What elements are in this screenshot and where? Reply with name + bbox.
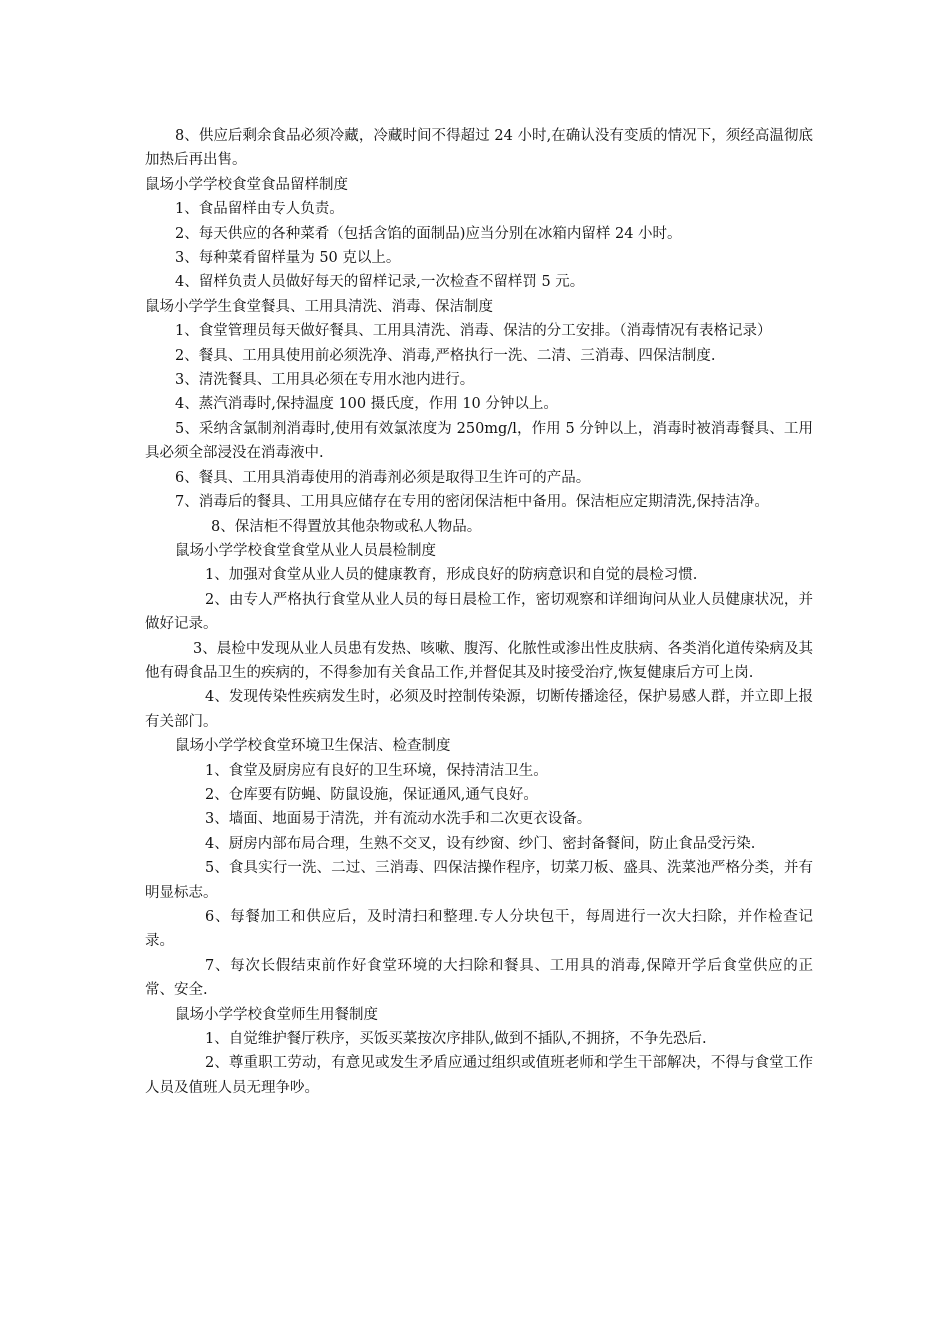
paragraph: 3、每种菜肴留样量为 50 克以上。 xyxy=(175,250,401,267)
paragraph: 4、留样负责人员做好每天的留样记录,一次检查不留样罚 5 元。 xyxy=(175,274,585,291)
paragraph: 3、墙面、地面易于清洗，并有流动水洗手和二次更衣设备。 xyxy=(205,811,592,828)
paragraph: 1、食品留样由专人负责。 xyxy=(175,201,344,218)
paragraph: 8、供应后剩余食品必须冷藏，冷藏时间不得超过 24 小时,在确认没有变质的情况下，须经高温彻底加热后再出售。 xyxy=(145,128,813,169)
paragraph: 1、食堂管理员每天做好餐具、工用具清洗、消毒、保洁的分工安排。（消毒情况有表格记录） xyxy=(175,323,772,340)
section-title: 鼠场小学学校食堂食堂从业人员晨检制度 xyxy=(175,542,436,559)
paragraph: 1、食堂及厨房应有良好的卫生环境，保持清洁卫生。 xyxy=(205,762,548,779)
section-title: 鼠场小学学生食堂餐具、工用具清洗、消毒、保洁制度 xyxy=(145,298,493,315)
paragraph: 1、加强对食堂从业人员的健康教育，形成良好的防病意识和自觉的晨检习惯. xyxy=(205,567,698,584)
paragraph: 6、每餐加工和供应后，及时清扫和整理.专人分块包干，每周进行一次大扫除，并作检查记录。 xyxy=(145,909,813,950)
paragraph: 3、清洗餐具、工用具必须在专用水池内进行。 xyxy=(175,372,475,389)
section-title: 鼠场小学学校食堂师生用餐制度 xyxy=(175,1006,378,1023)
paragraph: 1、自觉维护餐厅秩序，买饭买菜按次序排队,做到不插队,不拥挤，不争先恐后. xyxy=(205,1031,707,1048)
paragraph: 7、消毒后的餐具、工用具应储存在专用的密闭保洁柜中备用。保洁柜应定期清洗,保持洁净。 xyxy=(175,494,769,511)
paragraph: 5、采纳含氯制剂消毒时,使用有效氯浓度为 250mg/l，作用 5 分钟以上，消毒时被消毒餐具、工用具必须全部浸没在消毒液中. xyxy=(145,420,813,462)
paragraph: 4、蒸汽消毒时,保持温度 100 摄氏度，作用 10 分钟以上。 xyxy=(175,396,558,413)
paragraph: 4、发现传染性疾病发生时，必须及时控制传染源，切断传播途径，保护易感人群，并立即上报有关部门。 xyxy=(145,689,813,730)
paragraph: 4、厨房内部布局合理，生熟不交叉，设有纱窗、纱门、密封备餐间，防止食品受污染. xyxy=(205,835,756,852)
paragraph: 6、餐具、工用具消毒使用的消毒剂必须是取得卫生许可的产品。 xyxy=(175,469,591,486)
paragraph: 8、保洁柜不得置放其他杂物或私人物品。 xyxy=(211,518,482,535)
paragraph: 7、每次长假结束前作好食堂环境的大扫除和餐具、工用具的消毒,保障开学后食堂供应的正常、安全. xyxy=(145,957,813,999)
paragraph: 3、晨检中发现从业人员患有发热、咳嗽、腹泻、化脓性或渗出性皮肤病、各类消化道传染病及其他有碍食品卫生的疾病的，不得参加有关食品工作,并督促其及时接受治疗,恢复健康后方可上岗. xyxy=(145,640,813,681)
document-body xyxy=(145,124,813,1100)
paragraph: 5、食具实行一洗、二过、三消毒、四保洁操作程序，切菜刀板、盛具、洗菜池严格分类，并有明显标志。 xyxy=(145,860,813,901)
paragraph: 2、由专人严格执行食堂从业人员的每日晨检工作，密切观察和详细询问从业人员健康状况，并做好记录。 xyxy=(145,591,813,633)
paragraph: 2、每天供应的各种菜肴（包括含馅的面制品)应当分别在冰箱内留样 24 小时。 xyxy=(175,225,682,242)
paragraph: 2、仓库要有防蝇、防鼠设施，保证通风,通气良好。 xyxy=(205,786,538,803)
section-title: 鼠场小学学校食堂食品留样制度 xyxy=(145,176,348,193)
paragraph: 2、餐具、工用具使用前必须洗净、消毒,严格执行一洗、二清、三消毒、四保洁制度. xyxy=(175,347,716,364)
section-title: 鼠场小学学校食堂环境卫生保洁、检查制度 xyxy=(175,738,451,755)
paragraph: 2、尊重职工劳动，有意见或发生矛盾应通过组织或值班老师和学生干部解决，不得与食堂工作人员及值班人员无理争吵。 xyxy=(145,1055,813,1096)
